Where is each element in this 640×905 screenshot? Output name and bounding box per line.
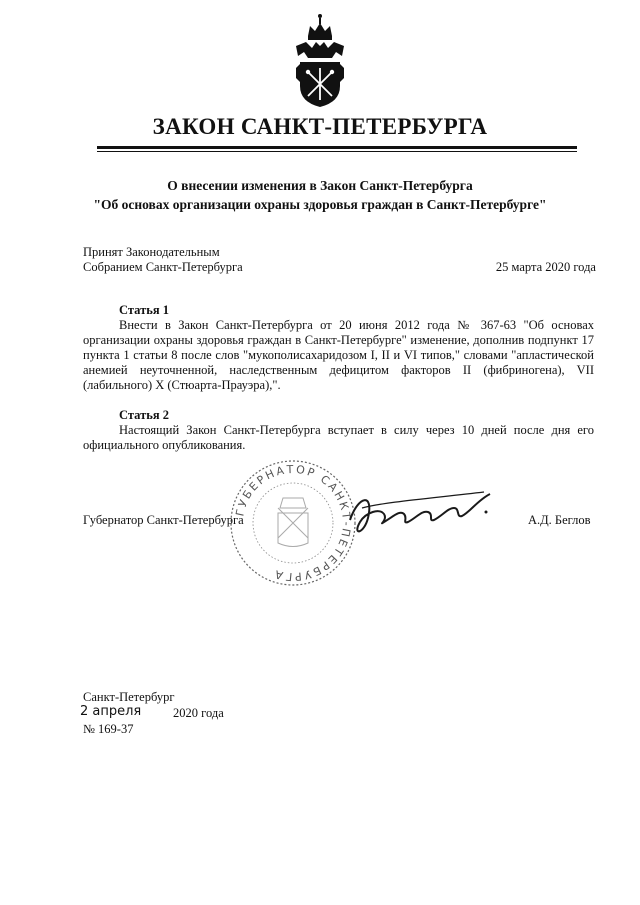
title-divider-thick xyxy=(97,146,577,149)
law-title: ЗАКОН САНКТ-ПЕТЕРБУРГА xyxy=(152,114,488,139)
signatory-position: Губернатор Санкт-Петербурга xyxy=(83,513,244,527)
footer-year: 2020 года xyxy=(173,706,224,720)
adoption-line-1: Принят Законодательным xyxy=(83,245,220,259)
adoption-line-2: Собранием Санкт-Петербурга xyxy=(83,260,243,274)
article-1-text xyxy=(83,318,594,393)
title-divider-thin xyxy=(97,151,577,152)
handwritten-signature xyxy=(344,478,494,548)
article-2-body: Настоящий Закон Санкт-Петербурга вступает в силу через 10 дней после дня его официального опубликования. xyxy=(83,423,594,452)
coat-of-arms-emblem xyxy=(296,12,344,108)
signatory-name: А.Д. Беглов xyxy=(528,513,591,527)
law-subtitle-line-2: "Об основах организации охраны здоровья граждан в Санкт-Петербурге" xyxy=(93,197,547,212)
article-2-text xyxy=(83,423,594,453)
law-subtitle-line-1: О внесении изменения в Закон Санкт-Петербурга xyxy=(167,178,473,193)
footer-city: Санкт-Петербург xyxy=(83,690,175,704)
adoption-date: 25 марта 2020 года xyxy=(495,260,596,274)
seal-lettering: ГУБЕРНАТОР САНКТ-ПЕТЕРБУРГА xyxy=(233,462,354,584)
footer-number: № 169-37 xyxy=(83,722,134,736)
article-1-heading: Статья 1 xyxy=(119,303,169,317)
official-seal xyxy=(228,458,358,588)
article-1-body: Внести в Закон Санкт-Петербурга от 20 июня 2012 года № 367-63 "Об основах организации охраны здоровья граждан в Санкт-Петербурге" изменение, дополнив подпункт 17 пункта 1 статьи 8 после слов "мукополисахаридозом I, II и VI типов," словами "апластической анемией неуточненной, наследственным дефицитом факторов II (фибриногена), VII (лабильного) X (Стюарта-Прауэра),". xyxy=(83,318,594,392)
footer-day: 2 апреля xyxy=(80,704,142,719)
article-2-heading: Статья 2 xyxy=(119,408,169,422)
